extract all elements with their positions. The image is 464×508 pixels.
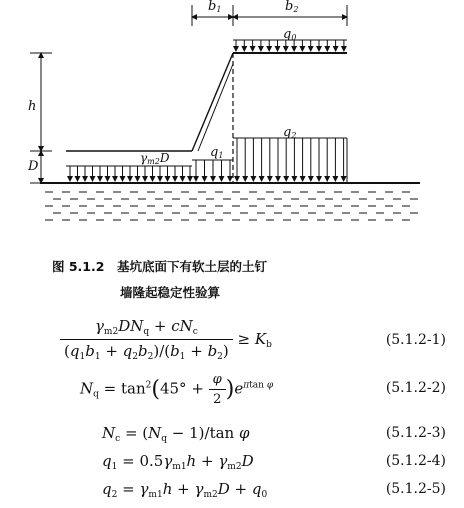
equation-4: $q_1 = 0.5\gamma_{m1}h + \gamma_{m2}D$ (102, 452, 254, 472)
label-q0: $q_0$ (283, 27, 297, 42)
equation-number-2: (5.1.2-2) (385, 380, 446, 396)
label-left-load: $\gamma_{m2}D$ (140, 151, 170, 166)
label-b1: $b_1$ (208, 0, 222, 14)
equation-number-3: (5.1.2-3) (385, 425, 446, 441)
label-d: D (28, 159, 39, 174)
soil-nail-wall-diagram (0, 0, 464, 232)
equation-2: $N_q = \tan^2(45^\circ$ + $\frac{\varphi}{2}$ )$e^{\pi tan \varphi}$ (80, 372, 274, 407)
figure-caption-line1: 图 5.1.2 基坑底面下有软土层的土钉 (52, 259, 267, 274)
equation-3: $N_c = (N_q - 1)/\tan$ φ (102, 424, 250, 444)
label-q2: $q_2$ (283, 125, 297, 140)
figure-caption-line2: 墙隆起稳定性验算 (120, 285, 221, 300)
equation-number-5: (5.1.2-5) (385, 481, 446, 497)
equation-5: $q_2 = \gamma_{m1}h + \gamma_{m2}D + q_0$ (102, 480, 268, 500)
left-load-arrows (66, 166, 192, 181)
equation-1: $\frac{\gamma_{m2}DN_q + cN_c}{(q_1b_1 + q_2b_2)/(b_1 + b_2)}$ ≥ $K_b$ (60, 317, 360, 362)
equation-number-4: (5.1.2-4) (385, 453, 446, 469)
label-h: h (28, 99, 37, 114)
diagram-svg (0, 0, 464, 232)
q2-load-arrows (233, 138, 347, 183)
equation-number-1: (5.1.2-1) (385, 332, 446, 348)
soft-soil-layer (40, 183, 420, 220)
q1-load-arrows (192, 160, 233, 181)
label-q1: $q_1$ (210, 145, 224, 160)
label-b2: $b_2$ (285, 0, 299, 14)
